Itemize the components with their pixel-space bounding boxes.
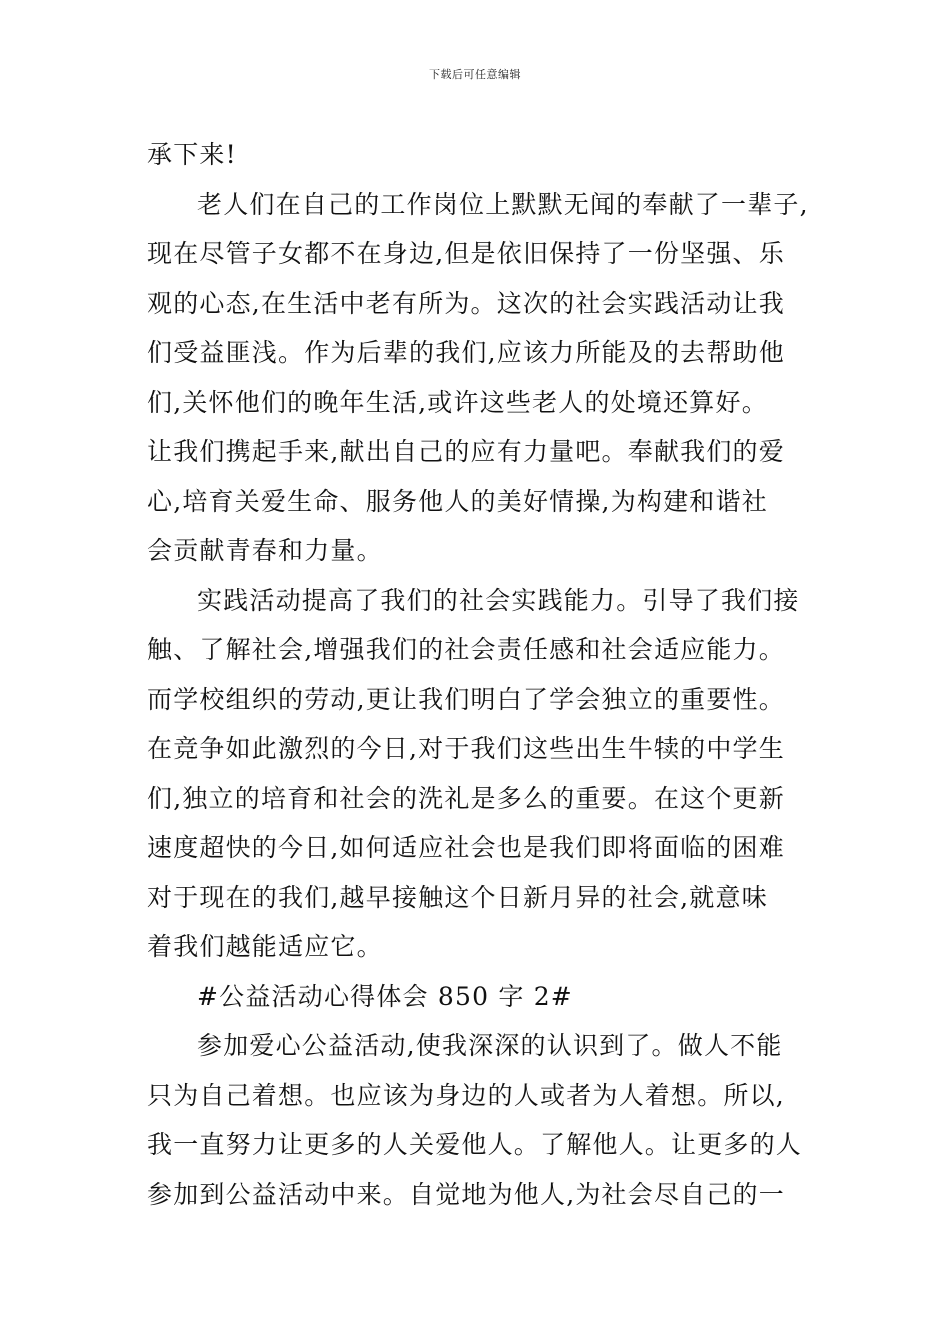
text-line: 而学校组织的劳动,更让我们明白了学会独立的重要性。 [147, 684, 785, 714]
section-heading: #公益活动心得体会 850 字 2# [197, 981, 573, 1011]
paragraph-first-line: 参加爱心公益活动,使我深深的认识到了。做人不能 [197, 1031, 783, 1060]
text-line: 只为自己着想。也应该为身边的人或者为人着想。所以, [147, 1080, 785, 1110]
text-line: 观的心态,在生活中老有所为。这次的社会实践活动让我 [147, 288, 785, 318]
text-line: 们受益匪浅。作为后辈的我们,应该力所能及的去帮助他 [147, 338, 785, 367]
paragraph-first-line: 实践活动提高了我们的社会实践能力。引导了我们接 [197, 585, 800, 615]
paragraph-first-line: 老人们在自己的工作岗位上默默无闻的奉献了一辈子, [197, 189, 809, 219]
document-body [147, 130, 815, 1219]
text-line: 们,独立的培育和社会的洗礼是多么的重要。在这个更新 [147, 783, 785, 813]
text-line: 我一直努力让更多的人关爱他人。了解他人。让更多的人 [147, 1130, 803, 1159]
text-line: 心,培育关爱生命、服务他人的美好情操,为构建和谐社 [147, 486, 768, 516]
text-line: 速度超快的今日,如何适应社会也是我们即将面临的困难 [147, 833, 785, 862]
text-line: 现在尽管子女都不在身边,但是依旧保持了一份坚强、乐 [147, 239, 785, 268]
text-line: 会贡献青春和力量。 [147, 536, 383, 565]
text-line: 着我们越能适应它。 [147, 932, 383, 961]
text-line: 参加到公益活动中来。自觉地为他人,为社会尽自己的一 [147, 1179, 785, 1209]
text-line: 们,关怀他们的晚年生活,或许这些老人的处境还算好。 [147, 387, 768, 417]
text-line: 承下来! [147, 140, 237, 169]
text-line: 在竞争如此激烈的今日,对于我们这些出生牛犊的中学生 [147, 734, 785, 763]
text-line: 对于现在的我们,越早接触这个日新月异的社会,就意味 [147, 882, 768, 912]
text-line: 让我们携起手来,献出自己的应有力量吧。奉献我们的爱 [147, 437, 785, 466]
page-header: 下载后可任意编辑 [429, 68, 521, 81]
text-line: 触、了解社会,增强我们的社会责任感和社会适应能力。 [147, 635, 785, 664]
